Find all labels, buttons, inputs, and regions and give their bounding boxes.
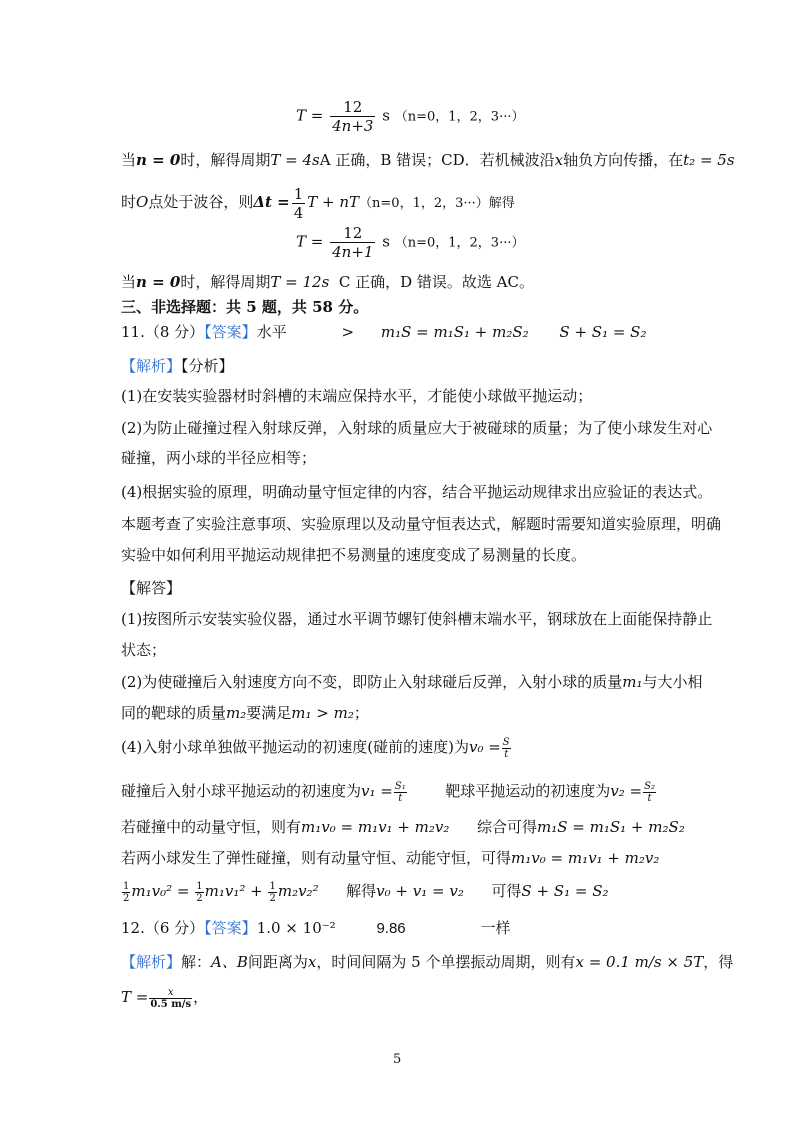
solution-tag: 【解答】 [121,579,182,597]
paragraph: (1)在安装实验器材时斜槽的末端应保持水平，才能使小球做平抛运动； [121,387,593,405]
fraction: $\frac{1}{2}$ [269,880,276,904]
jiexi-tag: 【解析】 [121,357,182,375]
paragraph: (2)为使碰撞后入射速度方向不变，即防止入射球碰后反弹，入射小球的质量m₁与大小相 [121,673,703,691]
fraction: $\frac{1}{2}$ [196,880,203,904]
paragraph: 碰撞，两小球的半径应相等； [121,449,317,467]
page-number: 5 [393,1052,402,1067]
formula-period-1: T = $\frac{12}{4n+3}$ s （n=0，1，2，3···） [296,98,525,135]
question-12-answer: 12.（6 分）【答案】1.0 × 10⁻² 9.86 一样 [121,919,511,937]
fraction: $\frac{x}{0.5 m/s}$ [150,986,192,1010]
paragraph: 若两小球发生了弹性碰撞，则有动量守恒、动能守恒，可得m₁v₀ = m₁v₁ + m₂v₂ [121,849,660,867]
analysis-tags [121,356,234,376]
paragraph: 碰撞后入射小球平抛运动的初速度为v₁ = $\frac{\text{S₁}}{t}$ 靶球平抛运动的初速度为v₂ = $\frac{\text{S₂}}{t}$ [121,780,655,804]
fraction: $\frac{S}{t}$ [502,736,510,760]
fraction: $\frac{1}{2}$ [123,880,130,904]
text-line: 当n = 0时，解得周期T = 12s C 正确，D 错误。故选 AC。 [121,273,534,291]
jiexi-tag: 【解析】 [121,953,182,971]
paragraph: (1)按图所示安装实验仪器，通过水平调节螺钉使斜槽末端水平，钢球放在上面能保持静止 [121,610,713,628]
paragraph: T = $\frac{x}{0.5 m/s}$ ， [121,986,209,1010]
fraction: $\frac{12}{4n+3}$ [332,98,374,135]
answer-tag: 【答案】 [204,919,257,937]
fraction: $\frac{1}{4}$ [293,184,304,222]
fraction: $\frac{\text{S₂}}{t}$ [644,780,655,804]
fraction: $\frac{12}{4n+1}$ [332,224,374,261]
fenxi-tag: 【分析】 [181,357,234,375]
paragraph: 同的靶球的质量m₂要满足m₁ > m₂； [121,704,369,722]
question-11-answer: 11.（8 分）【答案】水平 > m₁S = m₁S₁ + m₂S₂ S + S₁ = S₂ [121,323,647,341]
paragraph: (2)为防止碰撞过程入射球反弹，入射球的质量应大于被碰球的质量；为了使小球发生对心 [121,419,713,437]
section-heading: 三、非选择题：共 5 题，共 58 分。 [121,298,369,316]
paragraph: (4)根据实验的原理，明确动量守恒定律的内容，结合平抛运动规律求出应验证的表达式。 [121,483,713,501]
text-line: 当n = 0时，解得周期T = 4sA 正确，B 错误；CD．若机械波沿x轴负方向传播，在t₂ = 5s [121,151,735,169]
answer-tag: 【答案】 [204,323,257,341]
formula-period-2: T = $\frac{12}{4n+1}$ s （n=0，1，2，3···） [296,224,525,261]
paragraph: 实验中如何利用平抛运动规律把不易测量的速度变成了易测量的长度。 [121,546,587,564]
paragraph: 【解析】解：A、B间距离为x，时间间隔为 5 个单摆振动周期，则有x = 0.1 m/s × 5T，得 [121,953,734,971]
text-line: 时O点处于波谷，则Δt = $\frac{1}{4}$ T + nT（n=0，1，2，3···）解得 [121,184,515,222]
paragraph: 本题考查了实验注意事项、实验原理以及动量守恒表达式，解题时需要知道实验原理，明确 [121,515,722,533]
fraction: $\frac{\text{S₁}}{t}$ [394,780,406,804]
paragraph: 若碰撞中的动量守恒，则有m₁v₀ = m₁v₁ + m₂v₂ 综合可得m₁S = m₁S₁ + m₂S₂ [121,818,685,836]
paragraph: (4)入射小球单独做平抛运动的初速度(碰前的速度)为v₀ = $\frac{S}{t}$ [121,736,510,760]
paragraph: 状态； [121,641,167,659]
paragraph: $\frac{1}{2}$ m₁v₀² = $\frac{1}{2}$ m₁v₁² + $\frac{1}{2}$ m₂v₂² 解得v₀ + v₁ = v₂ 可得S + S₁ = S₂ [123,880,609,904]
